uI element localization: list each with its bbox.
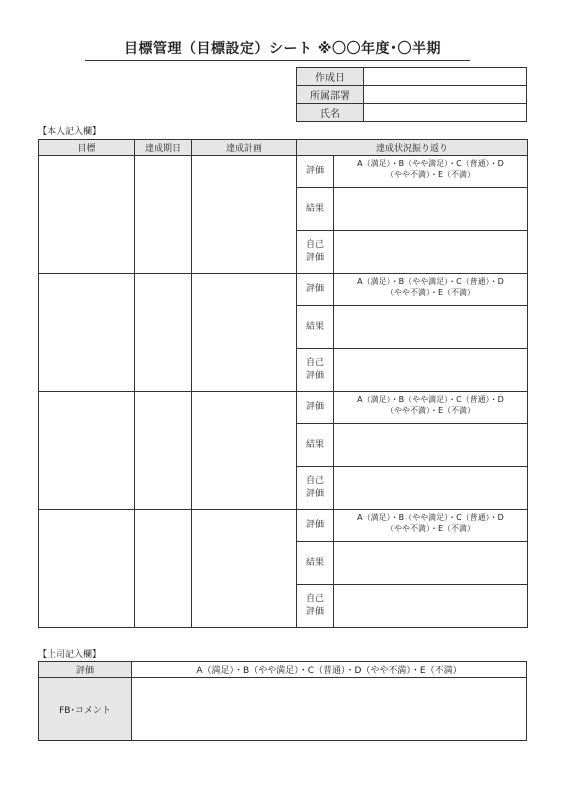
goal-cell[interactable] — [39, 392, 135, 510]
created-date-field[interactable] — [364, 68, 527, 86]
result-label: 結果 — [297, 188, 334, 231]
boss-entry-table — [38, 661, 527, 741]
boss-eval-label: 評価 — [39, 662, 132, 678]
result-label: 結果 — [297, 424, 334, 467]
eval-label: 評価 — [297, 392, 334, 424]
plan-cell[interactable] — [192, 392, 297, 510]
self-eval-label: 自己 評価 — [297, 467, 334, 510]
due-date-cell[interactable] — [135, 274, 192, 392]
result-label: 結果 — [297, 542, 334, 585]
name-label: 氏名 — [297, 104, 364, 122]
goal-cell[interactable] — [39, 156, 135, 274]
goal-cell[interactable] — [39, 274, 135, 392]
boss-eval-options[interactable]: A（満足）・B（やや満足）・C（普通）・D（やや不満）・E（不満） — [132, 662, 527, 678]
self-section-heading: 【本人記入欄】 — [38, 127, 102, 137]
review-header: 達成状況振り返り — [297, 140, 528, 156]
eval-options[interactable]: A（満足）・B（やや満足）・C（普通）・D （やや不満）・E（不満） — [334, 156, 528, 188]
department-field[interactable] — [364, 86, 527, 104]
self-eval-label: 自己 評価 — [297, 231, 334, 274]
plan-header: 達成計画 — [192, 140, 297, 156]
fb-comment-cell[interactable] — [132, 678, 527, 741]
self-eval-cell[interactable] — [334, 349, 528, 392]
fb-comment-label: FB･コメント — [39, 678, 132, 741]
self-eval-cell[interactable] — [334, 585, 528, 628]
department-label: 所属部署 — [297, 86, 364, 104]
due-date-cell[interactable] — [135, 392, 192, 510]
info-table — [296, 67, 527, 122]
due-date-cell[interactable] — [135, 156, 192, 274]
result-label: 結果 — [297, 306, 334, 349]
self-eval-cell[interactable] — [334, 231, 528, 274]
plan-cell[interactable] — [192, 156, 297, 274]
eval-label: 評価 — [297, 510, 334, 542]
self-entry-table — [38, 139, 528, 628]
self-eval-cell[interactable] — [334, 467, 528, 510]
title-underline — [85, 60, 470, 61]
self-eval-label: 自己 評価 — [297, 585, 334, 628]
plan-cell[interactable] — [192, 510, 297, 628]
due-date-header: 達成期日 — [135, 140, 192, 156]
result-cell[interactable] — [334, 306, 528, 349]
eval-options[interactable]: A（満足）・B（やや満足）・C（普通）・D （やや不満）・E（不満） — [334, 510, 528, 542]
eval-options[interactable]: A（満足）・B（やや満足）・C（普通）・D （やや不満）・E（不満） — [334, 392, 528, 424]
name-field[interactable] — [364, 104, 527, 122]
result-cell[interactable] — [334, 188, 528, 231]
result-cell[interactable] — [334, 542, 528, 585]
goal-cell[interactable] — [39, 510, 135, 628]
page-title: 目標管理（目標設定）シート ※〇〇年度･〇半期 — [124, 41, 441, 57]
due-date-cell[interactable] — [135, 510, 192, 628]
boss-section-heading: 【上司記入欄】 — [38, 650, 102, 660]
plan-cell[interactable] — [192, 274, 297, 392]
result-cell[interactable] — [334, 424, 528, 467]
eval-label: 評価 — [297, 156, 334, 188]
created-date-label: 作成日 — [297, 68, 364, 86]
goal-header: 目標 — [39, 140, 135, 156]
self-eval-label: 自己 評価 — [297, 349, 334, 392]
eval-options[interactable]: A（満足）・B（やや満足）・C（普通）・D （やや不満）・E（不満） — [334, 274, 528, 306]
eval-label: 評価 — [297, 274, 334, 306]
